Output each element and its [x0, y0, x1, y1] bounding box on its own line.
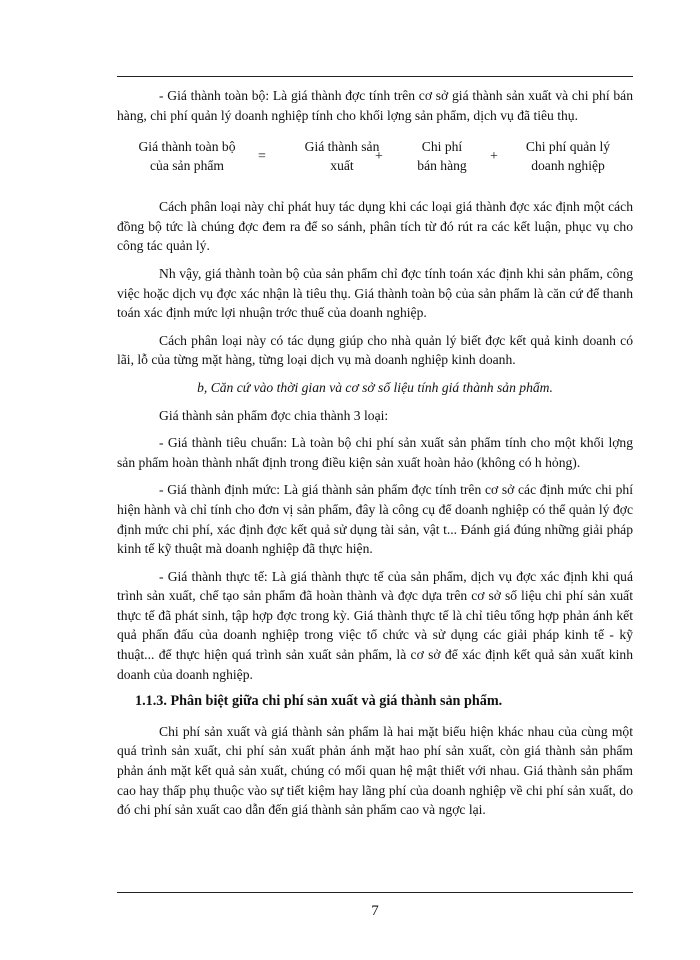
paragraph: Giá thành sản phẩm đợc chia thành 3 loại: [159, 407, 389, 423]
formula-term-production-cost: Giá thành sản xuất [304, 139, 380, 174]
paragraph-standard-cost: - Giá thành tiêu chuẩn: Là toàn bộ chi phí sản xuất sản phẩm tính cho một khối lợng sản phẩm hoàn thành nhất định trong điều kiện sản xuất hoàn hảo (không có h hỏng). [117, 435, 633, 470]
formula-plus-1: + [375, 149, 383, 165]
cost-formula [117, 137, 633, 177]
page-number: 7 [371, 903, 379, 919]
paragraph-norm-cost: - Giá thành định mức: Là giá thành sản phẩm đợc tính trên cơ sở các định mức chi phí hiện hành và chỉ tính cho đơn vị sản phẩm, đây là công cụ để doanh nghiệp có thể quản lý đợc định mức chi phí, xác định đợc kết quả sử dụng tài sản, vật t... Đánh giá đúng những giải pháp kinh tế kỹ thuật mà doanh nghiệp đã thực hiện. [117, 482, 633, 557]
paragraph-full-cost: - Giá thành toàn bộ: Là giá thành đợc tính trên cơ sở giá thành sản xuất và chi phí bán hàng, chi phí quản lý doanh nghiệp tính cho khối lợng sản phẩm, dịch vụ đã tiêu thụ. [117, 88, 633, 123]
section-heading: 1.1.3. Phân biệt giữa chi phí sản xuất và giá thành sản phẩm. [135, 693, 503, 710]
formula-plus-2: + [490, 149, 498, 165]
formula-term-total-cost: Giá thành toàn bộ của sản phẩm [138, 139, 236, 174]
paragraph: Cách phân loại này chỉ phát huy tác dụng khi các loại giá thành đợc xác định một cách đồng bộ tức là chúng đợc đem ra để so sánh, phân tích từ đó rút ra các kết luận, phục vụ cho công tác quản lý. [117, 199, 633, 254]
subsection-title: b, Căn cứ vào thời gian và cơ sở số liệu tính giá thành sản phẩm. [197, 379, 553, 395]
formula-equals: = [258, 149, 266, 165]
paragraph: Cách phân loại này có tác dụng giúp cho nhà quản lý biết đợc kết quả kinh doanh có lãi, lỗ của từng mặt hàng, từng loại dịch vụ mà doanh nghiệp kinh doanh. [117, 332, 633, 368]
formula-term-admin-cost: Chi phí quản lý doanh nghiệp [525, 139, 611, 174]
header-rule [117, 76, 633, 77]
paragraph: Nh vậy, giá thành toàn bộ của sản phẩm chỉ đợc tính toán xác định khi sản phẩm, công việc hoặc dịch vụ đợc xác nhận là tiêu thụ. Giá thành toàn bộ của sản phẩm là căn cứ để thanh toán xác định mức lợi nhuận trớc thuế của doanh nghiệp. [117, 265, 633, 321]
formula-term-selling-cost: Chi phí bán hàng [417, 139, 467, 174]
footer-rule [117, 892, 633, 893]
paragraph-actual-cost: - Giá thành thực tế: Là giá thành thực tế của sản phẩm, dịch vụ đợc xác định khi quá trình sản xuất, chế tạo sản phẩm đã hoàn thành và đợc dựa trên cơ sở số liệu chi phí sản xuất thực tế đã phát sinh, tập hợp đợc trong kỳ. Giá thành thực tế là chỉ tiêu tổng hợp phản ánh kết quả phấn đấu của doanh nghiệp trong việc tổ chức và sử dụng các giải pháp kinh tế - kỹ thuật... để thực hiện quá trình sản xuất sản phẩm, là cơ sở để xác định kết quả sản xuất kinh doanh của doanh nghiệp. [117, 568, 633, 682]
page-body [117, 86, 633, 828]
paragraph: Chi phí sản xuất và giá thành sản phẩm là hai mặt biểu hiện khác nhau của cùng một quá trình sản xuất, chi phí sản xuất phản ánh mặt hao phí sản xuất, còn giá thành sản phẩm phản ánh mặt kết quả sản xuất, chúng có mối quan hệ mật thiết với nhau. Giá thành sản phẩm cao hay thấp phụ thuộc vào sự tiết kiệm hay lãng phí của doanh nghiệp về chi phí sản xuất, do đó chi phí sản xuất cao dẫn đến giá thành sản phẩm cao và ngợc lại. [117, 723, 633, 818]
